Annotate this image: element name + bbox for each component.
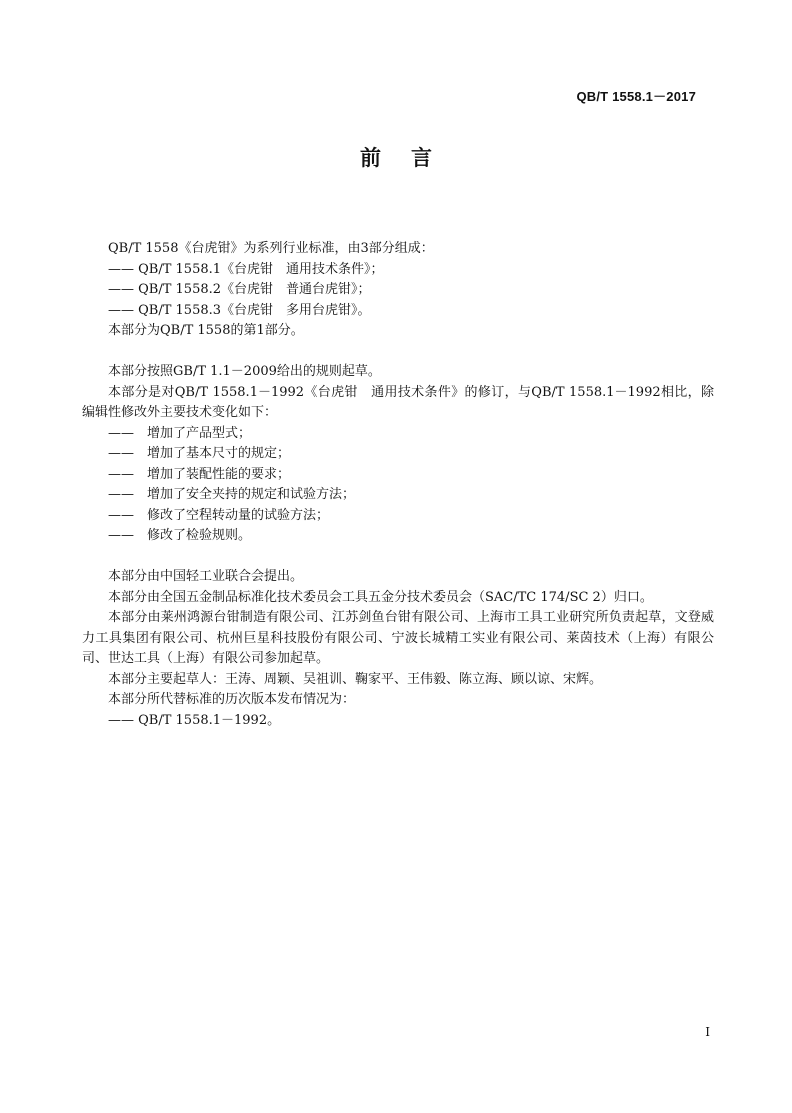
history-list-item: —— QB/T 1558.1－1992。: [108, 712, 281, 728]
page-title: 前言: [360, 146, 462, 170]
foreword-body: [82, 239, 714, 731]
change-list-item: —— 增加了产品型式；: [108, 425, 252, 441]
page-number: I: [705, 1025, 710, 1039]
change-list-item: —— 增加了基本尺寸的规定；: [108, 446, 291, 461]
drafting-units: 本部分由莱州鸿源台钳制造有限公司、江苏剑鱼台钳有限公司、上海市工具工业研究所负责起草，文登威力工具集团有限公司、杭州巨星科技股份有限公司、宁波长城精工实业有限公司、莱茵技术（上海）有限公司、世达工具（上海）有限公司参加起草。: [82, 610, 714, 666]
part-list-item: —— QB/T 1558.2《台虎钳 普通台虎钳》；: [108, 282, 371, 297]
series-intro: QB/T 1558《台虎钳》为系列行业标准，由3部分组成：: [108, 241, 434, 256]
change-list-item: —— 修改了检验规则。: [108, 528, 252, 543]
standard-code: QB/T 1558.1－2017: [576, 89, 696, 104]
change-list-item: —— 增加了安全夹持的规定和试验方法；: [108, 487, 356, 502]
history-intro: 本部分所代替标准的历次版本发布情况为：: [108, 692, 356, 707]
drafters: 本部分主要起草人：王涛、周颖、吴祖训、鞠家平、王伟毅、陈立海、顾以谅、宋辉。: [108, 671, 603, 687]
paragraph-gap: [82, 547, 714, 568]
this-part-statement: 本部分为QB/T 1558的第1部分。: [108, 323, 304, 338]
part-list-item: —— QB/T 1558.3《台虎钳 多用台虎钳》。: [108, 302, 371, 318]
part-list-item: —— QB/T 1558.1《台虎钳 通用技术条件》；: [108, 261, 384, 277]
managed-by: 本部分由全国五金制品标准化技术委员会工具五金分技术委员会（SAC/TC 174/SC 2）归口。: [108, 589, 653, 605]
drafting-rule: 本部分按照GB/T 1.1－2009给出的规则起草。: [108, 364, 381, 379]
change-list-item: —— 增加了装配性能的要求；: [108, 466, 291, 482]
change-list-item: —— 修改了空程转动量的试验方法；: [108, 507, 330, 523]
revision-statement: 本部分是对QB/T 1558.1－1992《台虎钳 通用技术条件》的修订，与QB/T 1558.1－1992相比，除编辑性修改外主要技术变化如下：: [82, 384, 714, 420]
proposed-by: 本部分由中国轻工业联合会提出。: [108, 569, 304, 584]
paragraph-gap: [82, 342, 714, 363]
